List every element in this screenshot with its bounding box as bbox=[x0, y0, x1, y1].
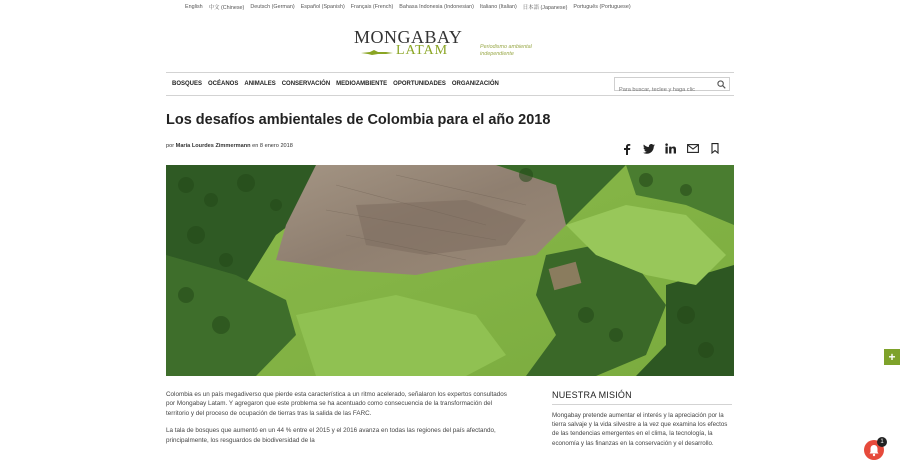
logo-wordmark: MONGABAY bbox=[354, 27, 463, 47]
main-navigation bbox=[166, 72, 734, 96]
nav-item-oportunidades[interactable]: OPORTUNIDADES bbox=[393, 81, 446, 87]
twitter-icon[interactable] bbox=[642, 142, 655, 155]
email-icon[interactable] bbox=[686, 142, 699, 155]
nav-item-conservacion[interactable]: CONSERVACIÓN bbox=[281, 81, 331, 87]
nav-item-medioambiente[interactable]: MEDIOAMBIENTE bbox=[336, 81, 388, 87]
logo-tagline: Periodismo ambiental independiente bbox=[480, 44, 532, 57]
article-title: Los desafíos ambientales de Colombia para el año 2018 bbox=[166, 112, 551, 128]
nav-menu bbox=[172, 73, 499, 95]
facebook-icon[interactable] bbox=[620, 142, 633, 155]
bookmark-icon[interactable] bbox=[708, 142, 721, 155]
language-link[interactable]: 日本語 (Japanese) bbox=[522, 4, 568, 11]
nav-item-animales[interactable]: ANIMALES bbox=[244, 81, 276, 87]
language-link[interactable]: Bahasa Indonesia (Indonesian) bbox=[399, 3, 474, 10]
language-link[interactable]: Français (French) bbox=[350, 3, 394, 10]
mission-widget bbox=[552, 390, 732, 448]
share-bar bbox=[620, 142, 721, 155]
mission-heading: NUESTRA MISIÓN bbox=[552, 390, 732, 405]
article-paragraph: Colombia es un país megadiverso que pierde esta característica a un ritmo acelerado, señalaron los expertos consultados por Mongabay Latam. Y agregaron que este problema se ha acentuado como consecuencia de la transformación del territorio y del proceso de ocupación de tierras tras la salida de las FARC. bbox=[166, 391, 507, 417]
search-box bbox=[614, 77, 730, 91]
search-icon[interactable] bbox=[717, 80, 726, 89]
search-input[interactable] bbox=[615, 84, 715, 96]
language-link[interactable]: Español (Spanish) bbox=[300, 3, 345, 10]
language-link[interactable]: Deutsch (German) bbox=[250, 3, 295, 10]
deforestation-aerial-photo bbox=[166, 165, 734, 376]
mission-text: Mongabay pretende aumentar el interés y la apreciación por la tierra salvaje y la vida silvestre a la vez que examina los efectos de las tendencias emergentes en el clima, la tecnología, la economía y las finanzas en la conservación y el desarrollo. bbox=[552, 412, 728, 447]
article-body bbox=[166, 390, 511, 453]
crocodile-logo-icon bbox=[360, 48, 394, 56]
byline-prefix: por bbox=[166, 143, 175, 149]
notification-bell-button[interactable] bbox=[864, 440, 884, 460]
language-link[interactable]: Português (Portuguese) bbox=[573, 3, 631, 10]
site-logo[interactable] bbox=[352, 28, 592, 58]
nav-item-oceanos[interactable]: OCÉANOS bbox=[208, 81, 239, 87]
nav-item-organizacion[interactable]: ORGANIZACIÓN bbox=[451, 81, 499, 87]
article-paragraph: La tala de bosques que aumentó en un 44 % entre el 2015 y el 2016 avanza en todas las regiones del país afectando, principalmente, los resguardos de biodiversidad de la bbox=[166, 427, 496, 444]
language-link[interactable]: English bbox=[185, 3, 203, 10]
linkedin-icon[interactable] bbox=[664, 142, 677, 155]
side-expand-button[interactable]: + bbox=[884, 349, 900, 365]
article-date: en 8 enero 2018 bbox=[252, 143, 293, 149]
author-link[interactable]: María Lourdes Zimmermann bbox=[175, 143, 251, 149]
notification-count-badge: 1 bbox=[877, 437, 887, 447]
article-byline bbox=[166, 143, 293, 149]
language-link[interactable]: 中文 (Chinese) bbox=[208, 4, 245, 11]
logo-subtitle: LATAM bbox=[396, 43, 449, 58]
article-hero-image bbox=[166, 165, 734, 376]
nav-item-bosques[interactable]: BOSQUES bbox=[172, 81, 203, 87]
language-bar bbox=[185, 0, 735, 13]
language-link[interactable]: Italiano (Italian) bbox=[479, 3, 517, 10]
